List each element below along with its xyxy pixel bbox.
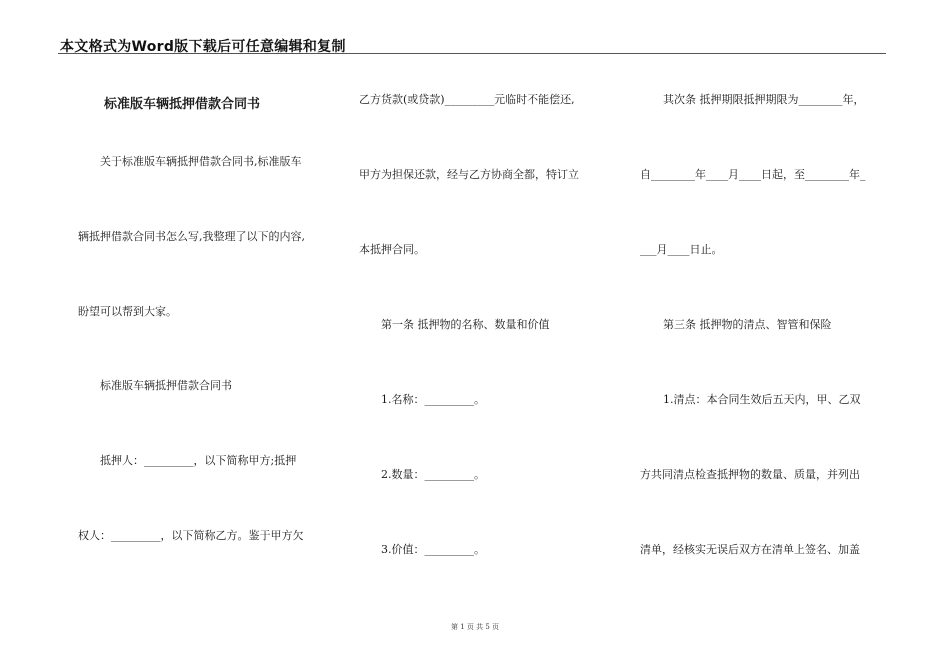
col2-line-1: 乙方货款(或贷款)_________元临时不能偿还, [359,93,575,106]
col3-line-7: 清单，经核实无误后双方在清单上签名、加盖 [640,543,860,556]
col1-line-6: 权人：_________，以下简称乙方。鉴于甲方欠 [78,529,304,542]
header-divider [58,53,886,54]
col3-line-1: 其次条 抵押期限抵押期限为________年， [663,93,865,106]
col2-line-3: 本抵押合同。 [359,243,425,256]
col3-line-5: 1.清点：本合同生效后五天内，甲、乙双 [663,393,861,406]
document-header: 本文格式为Word版下载后可任意编辑和复制 [60,39,346,55]
col1-line-3: 盼望可以帮到大家。 [78,305,177,318]
col1-line-5: 抵押人：_________，以下简称甲方;抵押 [100,454,297,467]
col3-line-3: ___月____日止。 [640,243,723,256]
col2-line-7: 3.价值：_________。 [381,543,485,556]
col3-line-2: 自________年____月____日起，至________年_ [640,168,866,181]
col2-line-4: 第一条 抵押物的名称、数量和价值 [381,318,550,331]
document-title: 标准版车辆抵押借款合同书 [104,97,261,112]
col3-line-6: 方共同清点检查抵押物的数量、质量，并列出 [640,468,860,481]
col1-line-1: 关于标准版车辆抵押借款合同书,标准版车 [100,155,302,168]
col2-line-5: 1.名称：_________。 [381,393,485,406]
col3-line-4: 第三条 抵押物的清点、智管和保险 [663,318,832,331]
col1-line-4: 标准版车辆抵押借款合同书 [100,379,232,392]
col2-line-2: 甲方为担保还款，经与乙方协商全都，特订立 [359,168,579,181]
col2-line-6: 2.数量：_________。 [381,468,485,481]
page-number: 第 1 页 共 5 页 [450,623,500,631]
col1-line-2: 辆抵押借款合同书怎么写,我整理了以下的内容, [78,230,305,243]
